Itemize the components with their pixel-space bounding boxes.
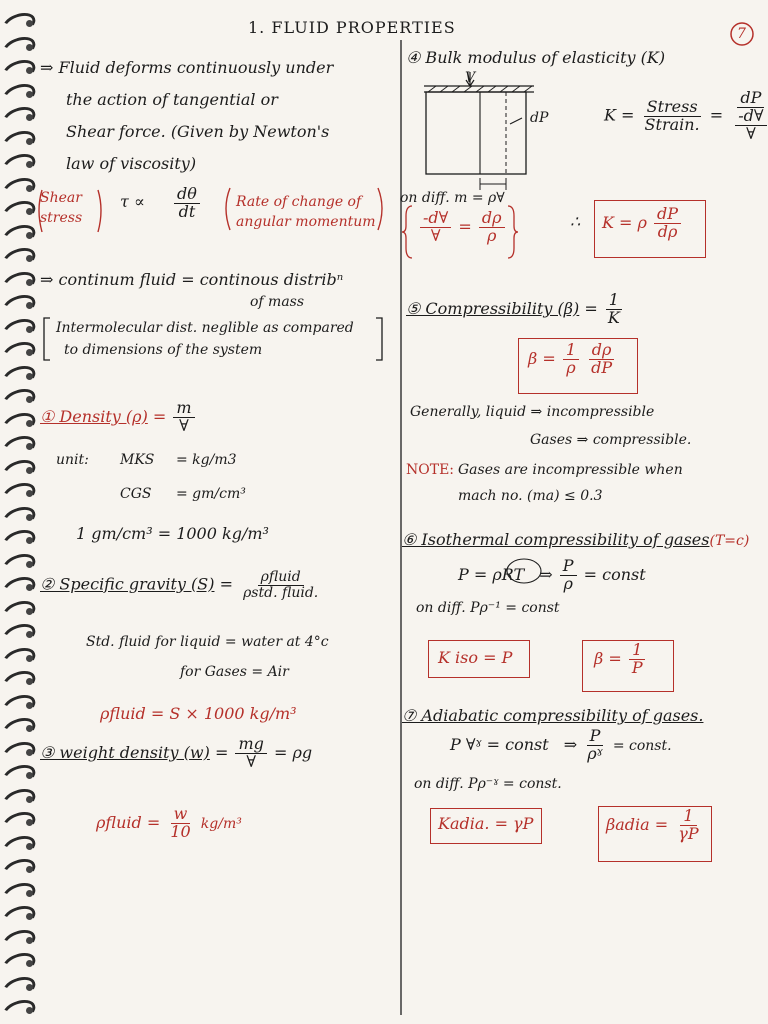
- spiral-hole: [26, 467, 33, 474]
- adiabatic-frac-num: P: [587, 728, 604, 746]
- bulk-diff-relation: [418, 210, 507, 245]
- rho-fluid-den: 10: [170, 821, 191, 841]
- spiral-hole: [26, 537, 33, 544]
- compressibility-box-num1: 1: [563, 342, 579, 360]
- spiral-binding: [0, 0, 34, 1024]
- spiral-hole: [26, 631, 33, 638]
- compressibility-den: K: [607, 307, 620, 327]
- spiral-hole: [26, 20, 33, 27]
- density-conversion: 1 gm/cm³ = 1000 kg/m³: [76, 524, 269, 543]
- density-mks-value: = kg/m3: [176, 452, 237, 468]
- bulk-diff-lhs-num: -d∀: [420, 210, 451, 228]
- spiral-hole: [26, 725, 33, 732]
- specific-gravity-title: ② Specific gravity (S): [40, 574, 215, 594]
- density-heading: [40, 400, 197, 435]
- bulk-k-eq: =: [709, 105, 724, 125]
- isothermal-heading: [402, 530, 749, 549]
- compressibility-box-lhs: β =: [528, 348, 556, 368]
- weight-density-eq2: = ρg: [273, 742, 313, 762]
- spiral-hole: [26, 420, 33, 427]
- spiral-hole: [26, 443, 33, 450]
- note-line-2: mach no. (ma) ≤ 0.3: [458, 488, 603, 504]
- shear-label-top: Shear: [40, 190, 82, 206]
- adiabatic-diff: on diff. Pρ⁻ˠ = const.: [414, 776, 562, 792]
- adiabatic-eq1: P ∀ˠ = const: [450, 734, 549, 754]
- density-cgs-value: = gm/cm³: [176, 486, 246, 502]
- isothermal-eq1: P = ρRT: [458, 564, 525, 584]
- spiral-hole: [26, 937, 33, 944]
- bulk-diff-lhs-den: ∀: [430, 225, 441, 245]
- isothermal-const: = const: [583, 564, 646, 584]
- bulk-k-result-den: dρ: [657, 221, 678, 241]
- isothermal-frac-den: ρ: [563, 573, 573, 593]
- bulk-on-diff: on diff. m = ρ∀: [400, 190, 505, 206]
- spiral-hole: [26, 255, 33, 262]
- spiral-hole: [26, 655, 33, 662]
- beta-iso-lhs: β =: [594, 648, 622, 668]
- beta-adia-num: 1: [680, 808, 696, 826]
- spiral-hole: [26, 960, 33, 967]
- spiral-hole: [26, 913, 33, 920]
- fluid-def-line-3: Shear force. (Given by Newton's: [66, 122, 330, 141]
- bulk-diagram-v-label: V: [465, 70, 476, 86]
- isothermal-rt-circle: [506, 558, 546, 588]
- spiral-hole: [26, 326, 33, 333]
- density-cgs-label: CGS: [120, 486, 152, 502]
- bulk-k-lhs: K =: [604, 105, 635, 125]
- isothermal-frac-num: P: [560, 558, 577, 576]
- shear-num: dθ: [174, 186, 200, 204]
- rho-fluid-unit: kg/m³: [200, 815, 242, 832]
- adiabatic-frac-den: ρˠ: [587, 743, 603, 763]
- spiral-hole: [26, 185, 33, 192]
- compressibility-box-formula: [528, 342, 617, 377]
- spiral-hole: [26, 373, 33, 380]
- spiral-hole: [26, 114, 33, 121]
- note-line-1: Gases are incompressible when: [458, 462, 683, 478]
- bulk-k-result: [602, 206, 683, 241]
- spiral-hole: [26, 208, 33, 215]
- beta-adia-formula: [606, 808, 704, 843]
- beta-adia-den: γP: [678, 823, 699, 843]
- spiral-hole: [26, 608, 33, 615]
- fluid-def-line-2: the action of tangential or: [66, 90, 278, 109]
- fluid-def-line-1: ⇒ Fluid deforms continuously under: [40, 58, 334, 77]
- beta-iso-formula: [594, 642, 648, 677]
- bulk-k-formula: [604, 90, 768, 142]
- spiral-hole: [26, 772, 33, 779]
- density-eq: =: [152, 406, 167, 426]
- spiral-hole: [26, 396, 33, 403]
- adiabatic-eq: [450, 728, 672, 763]
- bulk-modulus-diagram: [418, 72, 558, 202]
- adiabatic-implies: ⇒: [563, 734, 578, 754]
- continuum-bracket-line-1: Intermolecular dist. neglible as compared: [56, 320, 354, 336]
- rho-fluid-lhs: ρfluid =: [96, 812, 161, 832]
- bulk-modulus-heading: ④ Bulk modulus of elasticity (K): [406, 48, 666, 67]
- isothermal-condition: (T=c): [709, 533, 750, 549]
- density-num: m: [173, 400, 194, 418]
- bulk-k-result-num: dP: [654, 206, 681, 224]
- spiral-hole: [26, 91, 33, 98]
- spiral-hole: [26, 984, 33, 991]
- weight-density-title: ③ weight density (w): [40, 742, 210, 762]
- adiabatic-title: ⑦ Adiabatic compressibility of gases.: [402, 706, 704, 725]
- spiral-hole: [26, 702, 33, 709]
- weight-density-num: mg: [235, 736, 266, 754]
- bulk-therefore: ∴: [570, 212, 581, 231]
- rho-fluid-formula: ρfluid = S × 1000 kg/m³: [100, 704, 297, 723]
- continuum-line-1: ⇒ continum fluid = continous distribⁿ: [40, 270, 344, 289]
- shear-note-top: Rate of change of: [236, 194, 362, 210]
- spiral-hole: [26, 843, 33, 850]
- compressibility-eq: =: [584, 298, 598, 318]
- k-adia-formula: Kadia. = γP: [438, 814, 534, 833]
- shear-note-bottom: angular momentum: [236, 214, 376, 230]
- std-fluid-line-2: for Gases = Air: [180, 664, 289, 680]
- shear-fraction: [172, 186, 202, 221]
- beta-iso-den: P: [631, 657, 643, 677]
- shear-den: dt: [178, 201, 196, 221]
- bulk-diff-eq: =: [458, 216, 472, 236]
- spiral-hole: [26, 44, 33, 51]
- k-iso-formula: K iso = P: [438, 648, 513, 667]
- spiral-hole: [26, 678, 33, 685]
- bulk-k-den2: [730, 105, 768, 143]
- weight-density-heading: [40, 736, 312, 771]
- isothermal-eq: [458, 558, 646, 593]
- note-label: NOTE:: [406, 462, 455, 478]
- std-fluid-line-1: Std. fluid for liquid = water at 4°c: [86, 634, 329, 650]
- generally-liquid: Generally, liquid ⇒ incompressible: [410, 404, 655, 420]
- rho-fluid-num: w: [171, 806, 191, 824]
- continuum-bracket-line-2: to dimensions of the system: [64, 342, 263, 358]
- bulk-k-den: Strain.: [644, 114, 700, 134]
- specific-gravity-num: ρfluid: [258, 570, 304, 586]
- density-den: ∀: [179, 415, 189, 435]
- bulk-diff-rhs-den: ρ: [487, 225, 497, 245]
- spiral-hole: [26, 819, 33, 826]
- compressibility-num: 1: [606, 292, 622, 310]
- spiral-hole: [26, 490, 33, 497]
- weight-density-eq: =: [214, 742, 229, 762]
- beta-iso-num: 1: [629, 642, 645, 660]
- spiral-hole: [26, 561, 33, 568]
- continuum-line-2: of mass: [250, 294, 305, 310]
- isothermal-title: ⑥ Isothermal compressibility of gases: [402, 530, 710, 549]
- isothermal-diff: on diff. Pρ⁻¹ = const: [416, 600, 560, 616]
- bulk-k-num2: dP: [737, 90, 764, 108]
- page-title: 1. FLUID PROPERTIES: [248, 18, 456, 37]
- spiral-hole: [26, 1007, 33, 1014]
- spiral-hole: [26, 890, 33, 897]
- page-number: 7: [737, 26, 746, 42]
- density-title: ① Density (ρ): [40, 406, 148, 426]
- bulk-k-den2-bottom: ∀: [746, 123, 756, 143]
- spiral-hole: [26, 866, 33, 873]
- specific-gravity-den: ρstd. fluid.: [243, 584, 319, 601]
- spiral-hole: [26, 138, 33, 145]
- bulk-diagram-dp-label: dP: [530, 110, 549, 126]
- compressibility-box-num2: dρ: [589, 342, 615, 360]
- shear-label-bottom: stress: [40, 210, 83, 226]
- bulk-k-num: Stress: [644, 99, 701, 117]
- spiral-hole: [26, 67, 33, 74]
- generally-gases: Gases ⇒ compressible.: [530, 432, 692, 448]
- column-divider: [400, 40, 402, 1015]
- spiral-hole: [26, 749, 33, 756]
- bulk-k-result-lhs: K = ρ: [602, 212, 647, 232]
- spiral-hole: [26, 514, 33, 521]
- beta-adia-lhs: βadia =: [606, 814, 669, 834]
- bulk-k-den2-top: -d∀: [735, 108, 766, 126]
- shear-proportional: τ ∝: [120, 192, 145, 211]
- spiral-hole: [26, 161, 33, 168]
- compressibility-box-den2: dP: [591, 357, 613, 377]
- fluid-def-line-4: law of viscosity): [66, 154, 197, 173]
- weight-density-den: ∀: [246, 751, 256, 771]
- compressibility-title: ⑤ Compressibility (β): [406, 298, 580, 318]
- specific-gravity-eq: =: [219, 574, 233, 594]
- spiral-hole: [26, 302, 33, 309]
- spiral-hole: [26, 584, 33, 591]
- density-unit-label: unit:: [56, 452, 89, 468]
- spiral-hole: [26, 279, 33, 286]
- rho-fluid-from-w: [96, 806, 242, 841]
- adiabatic-const: = const.: [612, 737, 672, 754]
- isothermal-implies: ⇒: [539, 564, 553, 584]
- specific-gravity-heading: [40, 570, 323, 600]
- adiabatic-heading: [402, 706, 703, 725]
- compressibility-heading: [406, 292, 625, 327]
- spiral-hole: [26, 796, 33, 803]
- bulk-diff-rhs-num: dρ: [479, 210, 505, 228]
- density-mks-label: MKS: [120, 452, 155, 468]
- compressibility-box-den1: ρ: [566, 357, 576, 377]
- spiral-hole: [26, 232, 33, 239]
- spiral-hole: [26, 349, 33, 356]
